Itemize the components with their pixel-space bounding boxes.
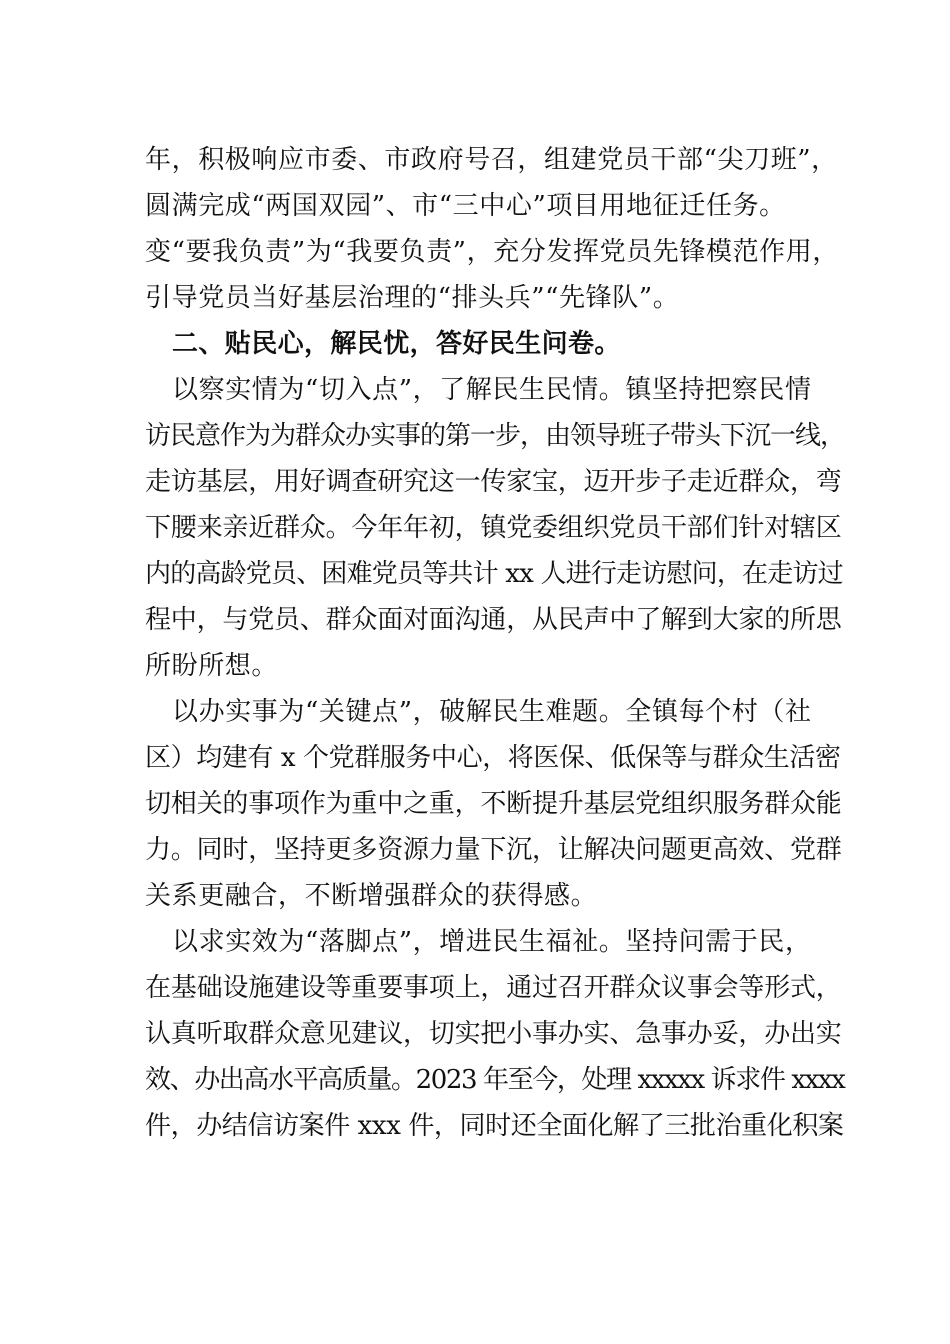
text-line: 走访基层，用好调查研究这一传家宝，迈开步子走近群众，弯 <box>145 467 842 497</box>
section-heading: 二、贴民心，解民忧，答好民生问卷。 <box>172 329 621 359</box>
text-line: 在基础设施建设等重要事项上，通过召开群众议事会等形式， <box>145 973 842 1003</box>
text-line: 切相关的事项作为重中之重，不断提升基层党组织服务群众能 <box>145 789 842 819</box>
text-line: 程中，与党员、群众面对面沟通，从民声中了解到大家的所思 <box>145 605 842 635</box>
text-line: 效、办出高水平高质量。2023 年至今，处理 xxxxx 诉求件 xxxx <box>145 1065 845 1095</box>
text-line: 件，办结信访案件 xxx 件，同时还全面化解了三批治重化积案 <box>145 1111 844 1141</box>
text-line: 所盼所想。 <box>145 651 279 681</box>
text-line: 圆满完成“两国双园”、市“三中心”项目用地征迁任务。 <box>145 191 786 221</box>
text-line: 力。同时，坚持更多资源力量下沉，让解决问题更高效、党群 <box>145 835 842 865</box>
text-line: 下腰来亲近群众。今年年初，镇党委组织党员干部们针对辖区 <box>145 513 842 543</box>
text-line: 关系更融合，不断增强群众的获得感。 <box>145 881 598 911</box>
paragraph-first-line: 以办实事为“关键点”，破解民生难题。全镇每个村（社 <box>172 697 812 727</box>
text-line: 变“要我负责”为“我要负责”，充分发挥党员先锋模范作用， <box>145 237 839 267</box>
text-line: 内的高龄党员、困难党员等共计 xx 人进行走访慰问，在走访过 <box>145 559 843 589</box>
text-line: 引导党员当好基层治理的“排头兵”“先锋队”。 <box>145 283 680 313</box>
paragraph-first-line: 以求实效为“落脚点”，增进民生福祉。坚持问需于民， <box>172 927 812 957</box>
text-line: 访民意作为为群众办实事的第一步，由领导班子带头下沉一线， <box>145 421 846 451</box>
text-line: 认真听取群众意见建议，切实把小事办实、急事办妥，办出实 <box>145 1019 842 1049</box>
text-line: 区）均建有 x 个党群服务中心，将医保、低保等与群众生活密 <box>145 743 841 773</box>
paragraph-first-line: 以察实情为“切入点”，了解民生民情。镇坚持把察民情 <box>172 375 812 405</box>
text-line: 年，积极响应市委、市政府号召，组建党员干部“尖刀班”， <box>145 145 838 175</box>
